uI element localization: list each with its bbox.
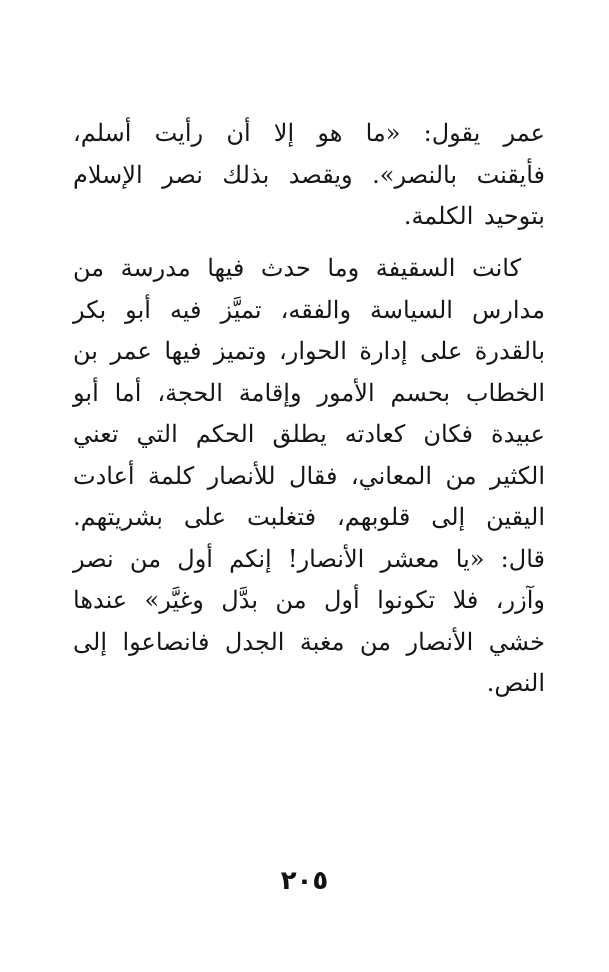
paragraph-2-line-11: النص. [486,669,545,697]
paragraph-2-line-9: وآزر، فلا تكونوا أول من بدَّل وغيَّر» عندها [73,586,545,614]
paragraph-1-line-3: بتوحيد الكلمة. [403,202,545,230]
paragraph-1-line-2: فأيقنت بالنصر». ويقصد بذلك نصر الإسلام [73,160,545,189]
paragraph-2-line-7: اليقين إلى قلوبهم، فتغلبت على بشريتهم. [73,503,545,531]
paragraph-2-line-3: بالقدرة على إدارة الحوار، وتميز فيها عمر بن [73,337,545,365]
paragraph-1-line-1: عمر يقول: «ما هو إلا أن رأيت أسلم، [73,119,545,147]
paragraph-2-line-1: كانت السقيفة وما حدث فيها مدرسة من [73,254,521,282]
paragraph-2-line-6: الكثير من المعاني، فقال للأنصار كلمة أعادت [73,461,545,490]
paragraph-2-line-5: عبيدة فكان كعادته يطلق الحكم التي تعني [73,420,545,448]
page-number: ٢٠٥ [280,866,329,896]
paragraph-2-line-4: الخطاب بحسم الأمور وإقامة الحجة، أما أبو [73,378,545,407]
paragraph-2-line-10: خشي الأنصار من مغبة الجدل فانصاعوا إلى [73,627,545,656]
paragraph-1 [73,113,545,238]
paragraph-2-line-8: قال: «يا معشر الأنصار! إنكم أول من نصر [73,544,545,573]
paragraph-2-line-2: مدارس السياسة والفقه، تميَّز فيه أبو بكر [73,295,545,324]
paragraph-2 [73,248,545,705]
